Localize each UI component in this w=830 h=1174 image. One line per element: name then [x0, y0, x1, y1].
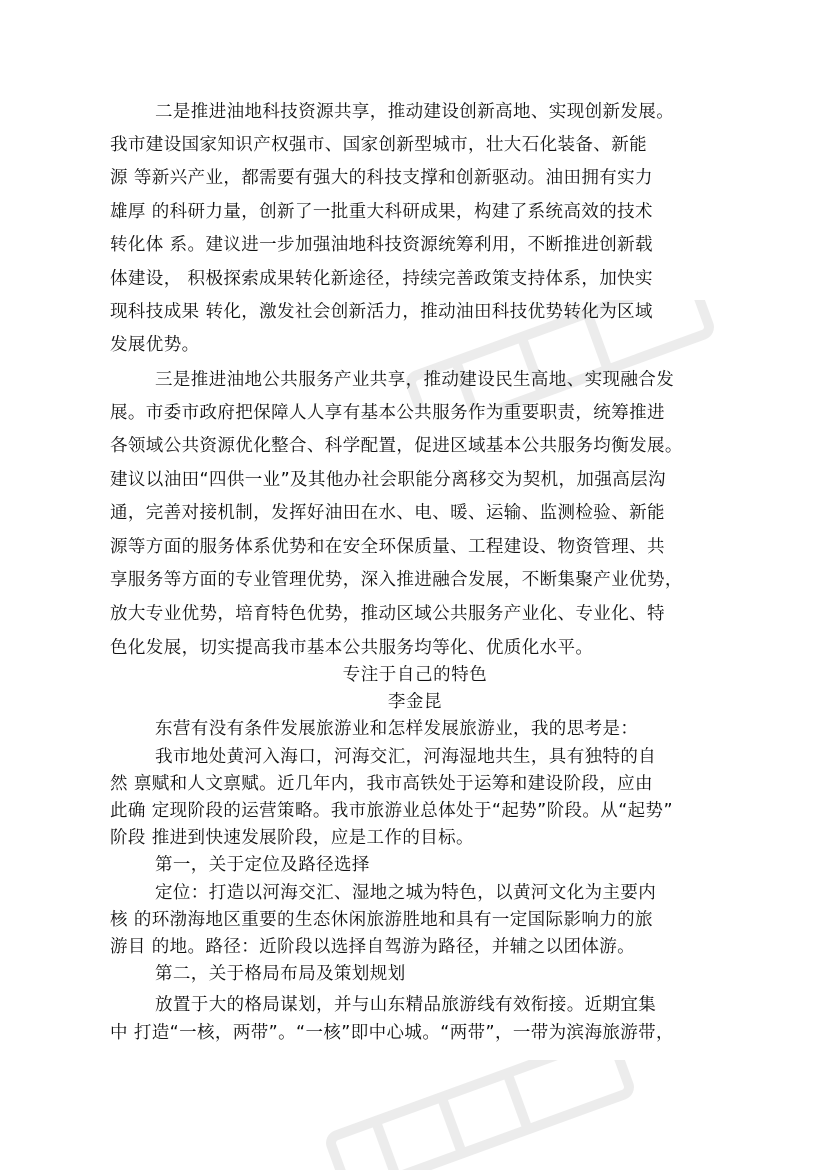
paragraph-line: 源 等新兴产业，都需要有强大的科技支撑和创新驱动。油田拥有实力: [110, 168, 653, 188]
section-heading: 第二，关于格局布局及策划规划: [155, 964, 406, 984]
paragraph-line: 现科技成果 转化，激发社会创新活力，推动油田科技优势转化为区域: [110, 302, 653, 322]
paragraph-line: 发展优势。: [110, 335, 200, 355]
paragraph-line: 我市地处黄河入海口，河海交汇，河海湿地共生，具有独特的自: [155, 747, 657, 767]
paragraph-line: 体建设， 积极探索成果转化新途径，持续完善政策支持体系，加快实: [110, 269, 653, 289]
paragraph-line: 我市建设国家知识产权强市、国家创新型城市，壮大石化装备、新能: [110, 135, 647, 155]
article-author: 李金昆: [387, 692, 443, 712]
paragraph-line: 源等方面的服务体系优势和在安全环保质量、工程建设、物资管理、共: [110, 537, 665, 557]
watermark-logo-icon: [300, 1060, 660, 1170]
paragraph-line: 定位：打造以河海交汇、湿地之城为特色，以黄河文化为主要内: [155, 883, 657, 903]
paragraph-line: 展。市委市政府把保障人人享有基本公共服务作为重要职责，统筹推进: [110, 403, 665, 423]
article-title: 专注于自己的特色: [342, 665, 488, 685]
paragraph-line: 然 禀赋和人文禀赋。近几年内，我市高铁处于运筹和建设阶段，应由: [110, 774, 653, 794]
paragraph-line: 东营有没有条件发展旅游业和怎样发展旅游业，我的思考是：: [155, 719, 639, 739]
paragraph-line: 各领域公共资源优化整合、科学配置，促进区域基本公共服务均衡发展。: [110, 436, 683, 456]
paragraph-line: 游目 的地。路径：近阶段以选择自驾游为路径，并辅之以团体游。: [110, 937, 636, 957]
section-heading: 第一，关于定位及路径选择: [155, 855, 370, 875]
paragraph-line: 三是推进油地公共服务产业共享，推动建设民生高地、实现融合发: [155, 370, 675, 390]
paragraph-line: 享服务等方面的专业管理优势，深入推进融合发展，不断集聚产业优势，: [110, 570, 683, 590]
paragraph-line: 色化发展，切实提高我市基本公共服务均等化、优质化水平。: [110, 638, 594, 658]
paragraph-line: 放大专业优势，培育特色优势，推动区域公共服务产业化、专业化、特: [110, 604, 665, 624]
paragraph-line: 二是推进油地科技资源共享，推动建设创新高地、实现创新发展。: [155, 102, 675, 122]
paragraph-line: 雄厚 的科研力量，创新了一批重大科研成果，构建了系统高效的技术: [110, 202, 653, 222]
paragraph-line: 放置于大的格局谋划，并与山东精品旅游线有效衔接。近期宜集: [155, 995, 657, 1015]
paragraph-line: 阶段 推进到快速发展阶段，应是工作的目标。: [110, 828, 474, 848]
paragraph-line: 转化体 系。建议进一步加强油地科技资源统筹利用，不断推进创新载: [110, 235, 653, 255]
paragraph-line: 核 的环渤海地区重要的生态休闲旅游胜地和具有一定国际影响力的旅: [110, 910, 653, 930]
paragraph-line: 通，完善对接机制，发挥好油田在水、电、暖、运输、监测检验、新能: [110, 503, 665, 523]
paragraph-line: 此确 定现阶段的运营策略。我市旅游业总体处于“起势”阶段。从“起势”: [110, 801, 673, 821]
paragraph-line: 建议以油田“四供一业”及其他办社会职能分离移交为契机，加强高层沟: [110, 470, 666, 490]
paragraph-line: 中 打造“一核，两带”。“一核”即中心城。“两带”，一带为滨海旅游带，: [110, 1023, 674, 1043]
